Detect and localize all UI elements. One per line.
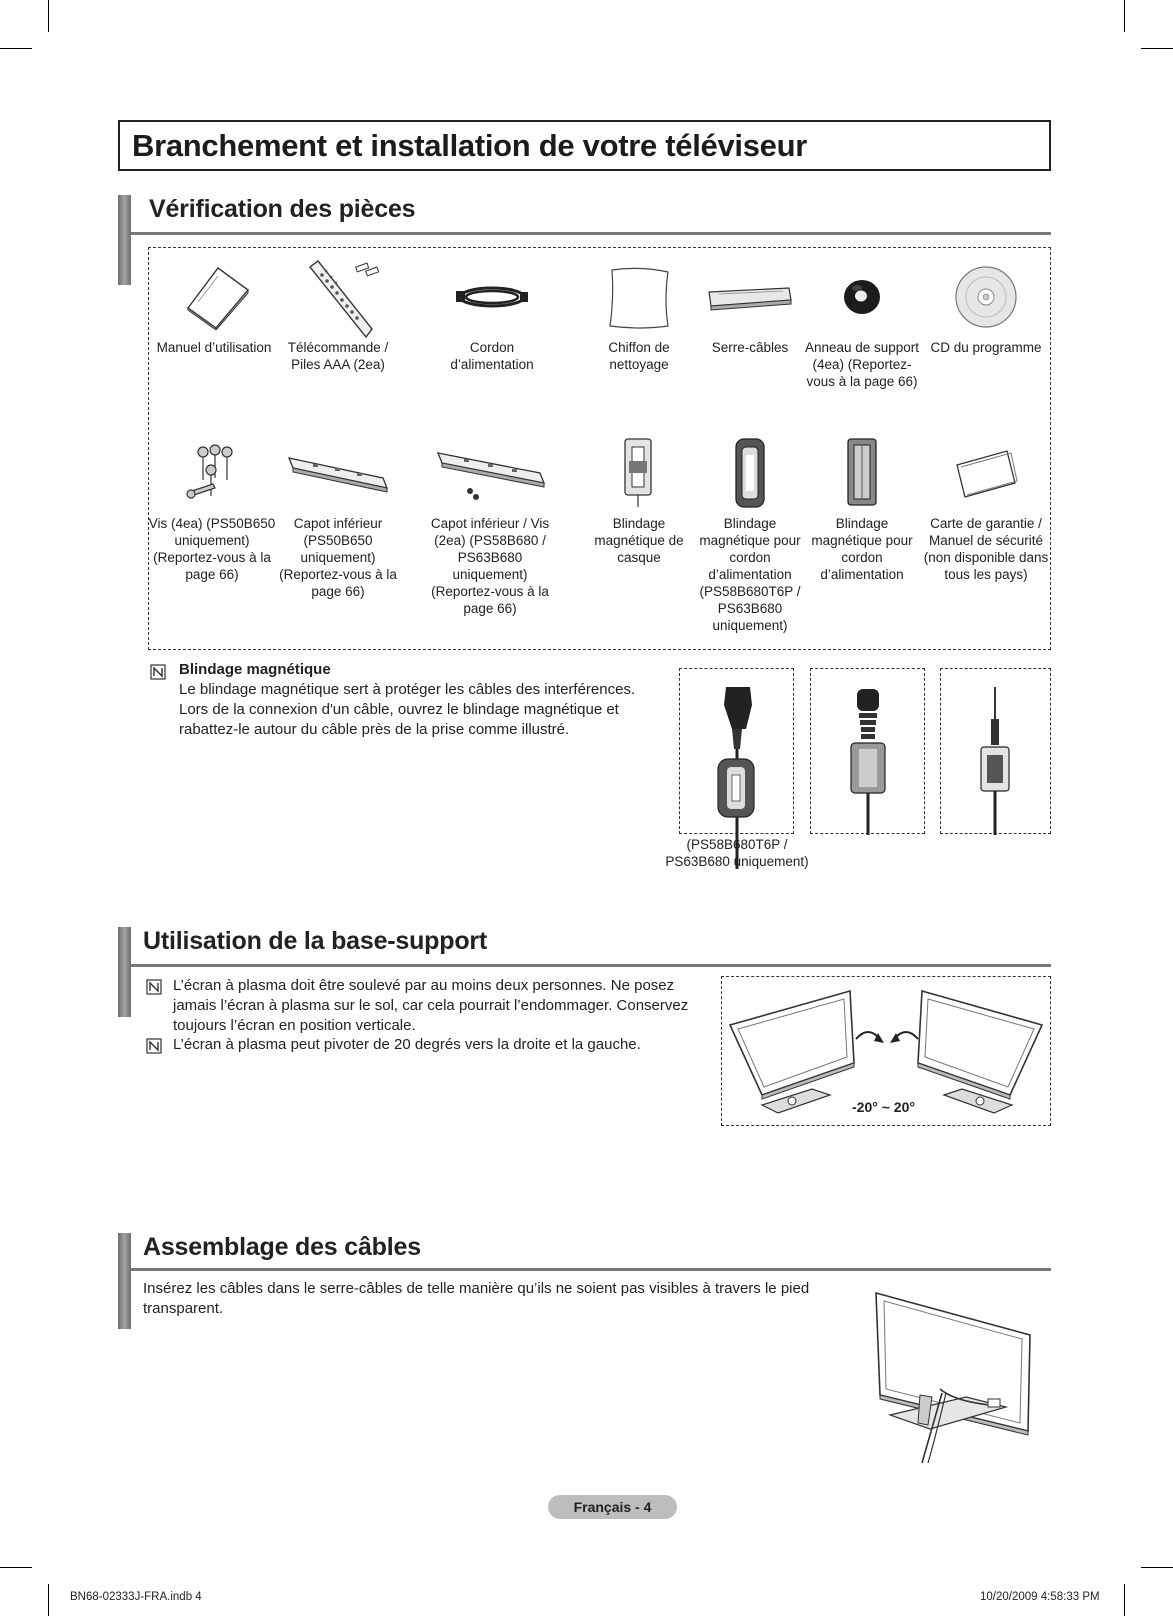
print-timestamp: 10/20/2009 4:58:33 PM	[980, 1591, 1100, 1603]
rotation-illustration-box	[721, 976, 1051, 1126]
crop-mark	[0, 1567, 32, 1568]
part-power-ferrite	[800, 430, 924, 583]
power-cord-icon	[452, 277, 532, 317]
note-line: Lors de la connexion d'un câble, ouvrez le blindage magnétique et	[179, 701, 619, 718]
part-screws	[148, 430, 276, 583]
crop-mark	[1141, 48, 1173, 49]
cables-text-line: transparent.	[143, 1300, 224, 1317]
crop-mark	[48, 1584, 49, 1616]
part-label: Anneau de support (4ea) (Reportez-vous à la page 66)	[804, 340, 920, 389]
bottom-cover-screws-icon	[430, 443, 550, 503]
note-title: Blindage magnétique	[179, 661, 331, 678]
crop-mark	[1124, 1584, 1125, 1616]
note-icon	[150, 664, 166, 680]
part-label: Serre-câbles	[711, 340, 789, 355]
part-label: Blindage magnétique pour cordon d’alimentation (PS58B680T6P / PS63B680 uniquement)	[699, 516, 801, 633]
screws-icon	[179, 440, 249, 506]
part-bottom-cover	[276, 430, 400, 600]
part-label: Blindage magnétique pour cordon d’alimentation	[811, 516, 913, 582]
page-number-badge: Français - 4	[548, 1495, 677, 1519]
print-file-slug: BN68-02333J-FRA.indb 4	[70, 1591, 202, 1603]
section-rule	[131, 1268, 1051, 1271]
cleaning-cloth-icon	[604, 264, 674, 330]
part-label: Carte de garantie / Manuel de sécurité (non disponible dans tous les pays)	[923, 516, 1049, 582]
note-line: rabattez-le autour du câble près de la prise comme illustré.	[179, 721, 570, 738]
part-cd	[924, 254, 1048, 356]
part-label: Manuel d’utilisation	[156, 340, 272, 355]
stand-note-line: L’écran à plasma doit être soulevé par au moins deux personnes. Ne posez	[173, 977, 675, 994]
bottom-cover-icon	[283, 448, 393, 498]
program-cd-icon	[953, 264, 1019, 330]
part-label: Cordon d’alimentation	[450, 340, 534, 372]
section-heading-stand: Utilisation de la base-support	[143, 927, 488, 955]
page-title: Branchement et installation de votre téléviseur	[132, 128, 807, 163]
section-bar	[118, 1233, 131, 1329]
crop-mark	[0, 48, 32, 49]
manual-icon	[174, 264, 254, 330]
part-cloth	[577, 254, 701, 373]
part-headphone-ferrite	[577, 430, 701, 566]
part-bottom-cover-screws	[424, 430, 556, 617]
note-line: Le blindage magnétique sert à protéger les câbles des interférences.	[179, 681, 636, 698]
section-bar	[118, 195, 131, 285]
cables-text-line: Insérez les câbles dans le serre-câbles de telle manière qu’ils ne soient pas visibles à travers le pied	[143, 1280, 810, 1297]
section-rule	[131, 232, 1051, 235]
part-label: Vis (4ea) (PS50B650 uniquement) (Reportez-vous à la page 66)	[148, 516, 276, 582]
crop-mark	[1124, 0, 1125, 32]
section-heading-verification: Vérification des pièces	[149, 195, 416, 223]
part-label: Capot inférieur / Vis (2ea) (PS58B680 / PS63B680 uniquement) (Reportez-vous à la page 66)	[430, 516, 550, 616]
part-manual	[152, 254, 276, 356]
part-label: Capot inférieur (PS50B650 uniquement) (Reportez-vous à la page 66)	[279, 516, 397, 599]
note-icon	[146, 979, 162, 995]
part-label: CD du programme	[930, 340, 1042, 355]
cable-assembly-illustration	[870, 1285, 1035, 1465]
part-label: Blindage magnétique de casque	[594, 516, 684, 565]
remote-control-icon	[290, 255, 386, 339]
ferrite-illustration-box	[679, 668, 794, 834]
warranty-card-icon	[951, 445, 1021, 501]
stand-note-line: jamais l’écran à plasma sur le sol, car cela pourrait l’endommager. Conservez	[173, 997, 689, 1014]
stand-note-line: L’écran à plasma peut pivoter de 20 degrés vers la droite et la gauche.	[173, 1036, 641, 1053]
ferrite-illustration-box	[810, 668, 925, 834]
part-label: Télécommande / Piles AAA (2ea)	[287, 340, 389, 372]
ferrite-caption-line: (PS58B680T6P /	[686, 837, 788, 852]
part-holder-ring	[800, 254, 924, 390]
ferrite-caption-line: PS63B680 uniquement)	[665, 854, 809, 869]
part-cable-tie	[688, 254, 812, 356]
ferrite-plug-cable-illustration	[811, 669, 923, 835]
page-title-box	[118, 120, 1051, 171]
power-ferrite-icon	[728, 435, 772, 511]
stand-note-line: toujours l’écran en position verticale.	[173, 1017, 416, 1034]
ferrite-illustration-box	[940, 668, 1051, 834]
part-power-ferrite-large	[688, 430, 812, 634]
part-remote	[276, 254, 400, 373]
section-bar	[118, 927, 131, 1017]
power-ferrite-icon	[840, 435, 884, 511]
part-warranty-card	[924, 430, 1048, 583]
part-label: Chiffon de nettoyage	[608, 340, 670, 372]
part-power-cord	[430, 254, 554, 373]
section-rule	[131, 964, 1051, 967]
crop-mark	[1141, 1567, 1173, 1568]
rotation-label: -20° ~ 20°	[852, 1099, 915, 1115]
note-icon	[146, 1038, 162, 1054]
holder-ring-icon	[837, 272, 887, 322]
section-heading-cables: Assemblage des câbles	[143, 1233, 421, 1261]
cable-holder-icon	[705, 282, 795, 312]
crop-mark	[48, 0, 49, 32]
headphone-ferrite-icon	[619, 435, 659, 511]
ferrite-headphone-cable-illustration	[941, 669, 1049, 835]
